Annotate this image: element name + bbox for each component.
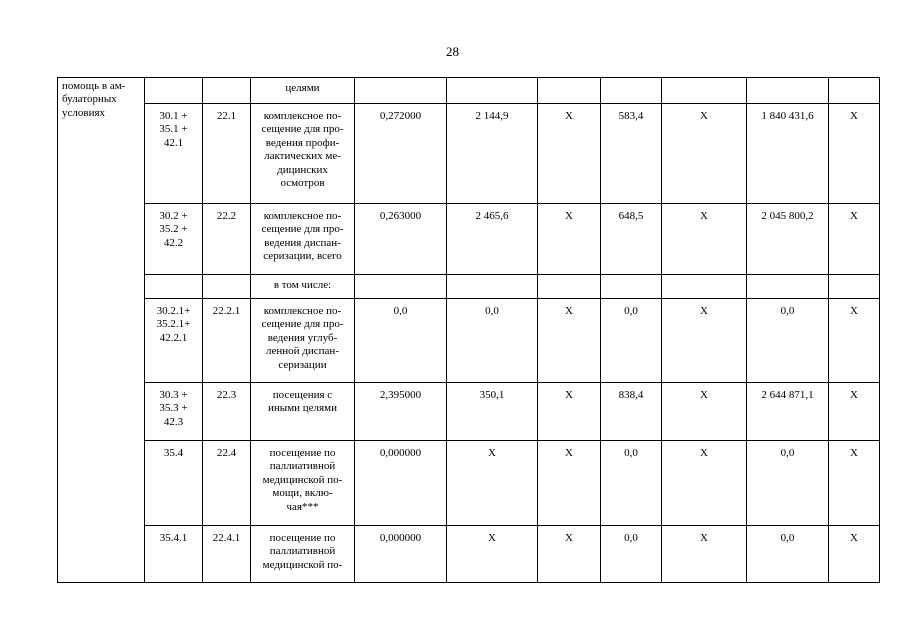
table-cell: Х	[829, 526, 880, 583]
table-row	[58, 275, 880, 299]
table-cell: 1 840 431,6	[747, 104, 829, 204]
table-cell: 30.1 + 35.1 + 42.1	[145, 104, 203, 204]
table-cell: Х	[829, 441, 880, 526]
table-cell: Х	[662, 104, 747, 204]
table-cell: посещения с иными целями	[251, 383, 355, 441]
table-cell: Х	[538, 299, 601, 383]
table-cell: Х	[829, 383, 880, 441]
table-cell: целями	[251, 78, 355, 104]
data-table	[57, 77, 880, 583]
table-cell: Х	[447, 526, 538, 583]
table-cell	[447, 78, 538, 104]
table-cell: 648,5	[601, 204, 662, 275]
table-cell	[747, 78, 829, 104]
table-cell: Х	[538, 383, 601, 441]
table-cell: 0,0	[355, 299, 447, 383]
table-cell: 22.2	[203, 204, 251, 275]
table-row	[58, 104, 880, 204]
table-cell: 0,0	[747, 441, 829, 526]
table-cell: 30.2 + 35.2 + 42.2	[145, 204, 203, 275]
table-cell: посещение по паллиативной медицинской по-	[251, 526, 355, 583]
table-cell	[145, 78, 203, 104]
table-cell	[601, 275, 662, 299]
table-cell: Х	[447, 441, 538, 526]
table-cell	[145, 275, 203, 299]
table-cell: 22.4.1	[203, 526, 251, 583]
table-cell: 0,000000	[355, 441, 447, 526]
table-cell: в том числе:	[251, 275, 355, 299]
row-group-label: помощь в ам- булаторных условиях	[58, 78, 145, 583]
table-cell: 350,1	[447, 383, 538, 441]
table-cell: 2 465,6	[447, 204, 538, 275]
table-cell: 30.3 + 35.3 + 42.3	[145, 383, 203, 441]
table-cell: Х	[538, 204, 601, 275]
table-row	[58, 383, 880, 441]
table-cell: посещение по паллиативной медицинской по- мощи, вклю- чая***	[251, 441, 355, 526]
table-cell: 22.3	[203, 383, 251, 441]
table-cell: Х	[662, 204, 747, 275]
table-cell: 2,395000	[355, 383, 447, 441]
table-cell: 2 144,9	[447, 104, 538, 204]
table-cell: 0,0	[601, 526, 662, 583]
table-cell	[203, 275, 251, 299]
table-cell: комплексное по- сещение для про- ведения диспан- серизации, всего	[251, 204, 355, 275]
table-cell: 0,0	[747, 526, 829, 583]
table-cell: 0,0	[447, 299, 538, 383]
table-cell: 583,4	[601, 104, 662, 204]
table-cell: 0,0	[747, 299, 829, 383]
table-cell	[747, 275, 829, 299]
table-cell: 838,4	[601, 383, 662, 441]
table-cell	[538, 275, 601, 299]
table-cell: комплексное по- сещение для про- ведения профи- лактических ме- дицинских осмотров	[251, 104, 355, 204]
table-cell	[355, 275, 447, 299]
table-cell	[447, 275, 538, 299]
table-row	[58, 204, 880, 275]
table-cell: Х	[662, 526, 747, 583]
table-cell: 22.4	[203, 441, 251, 526]
table-cell	[538, 78, 601, 104]
table-cell: Х	[829, 299, 880, 383]
table-cell: 0,272000	[355, 104, 447, 204]
table-cell	[601, 78, 662, 104]
table-cell	[829, 78, 880, 104]
page-number: 28	[446, 44, 459, 59]
table-cell: 35.4	[145, 441, 203, 526]
table-cell	[662, 78, 747, 104]
table-cell: 22.2.1	[203, 299, 251, 383]
table-cell: Х	[662, 299, 747, 383]
table-cell: комплексное по- сещение для про- ведения углуб- ленной диспан- серизации	[251, 299, 355, 383]
table-cell: Х	[538, 441, 601, 526]
table-cell: Х	[662, 383, 747, 441]
table-cell: 0,0	[601, 441, 662, 526]
table-row	[58, 78, 880, 104]
table-cell: 35.4.1	[145, 526, 203, 583]
table-cell: 0,263000	[355, 204, 447, 275]
table-row	[58, 526, 880, 583]
table-cell	[355, 78, 447, 104]
table-cell: 22.1	[203, 104, 251, 204]
table-cell	[662, 275, 747, 299]
table-cell: 2 045 800,2	[747, 204, 829, 275]
table-row	[58, 441, 880, 526]
table-cell: Х	[829, 204, 880, 275]
table-cell: Х	[829, 104, 880, 204]
table-cell: 0,0	[601, 299, 662, 383]
table-cell: Х	[662, 441, 747, 526]
table-cell	[203, 78, 251, 104]
table-cell: 30.2.1+ 35.2.1+ 42.2.1	[145, 299, 203, 383]
table-cell: 2 644 871,1	[747, 383, 829, 441]
table-cell	[829, 275, 880, 299]
table-row	[58, 299, 880, 383]
table-cell: 0,000000	[355, 526, 447, 583]
table-cell: Х	[538, 104, 601, 204]
table-cell: Х	[538, 526, 601, 583]
